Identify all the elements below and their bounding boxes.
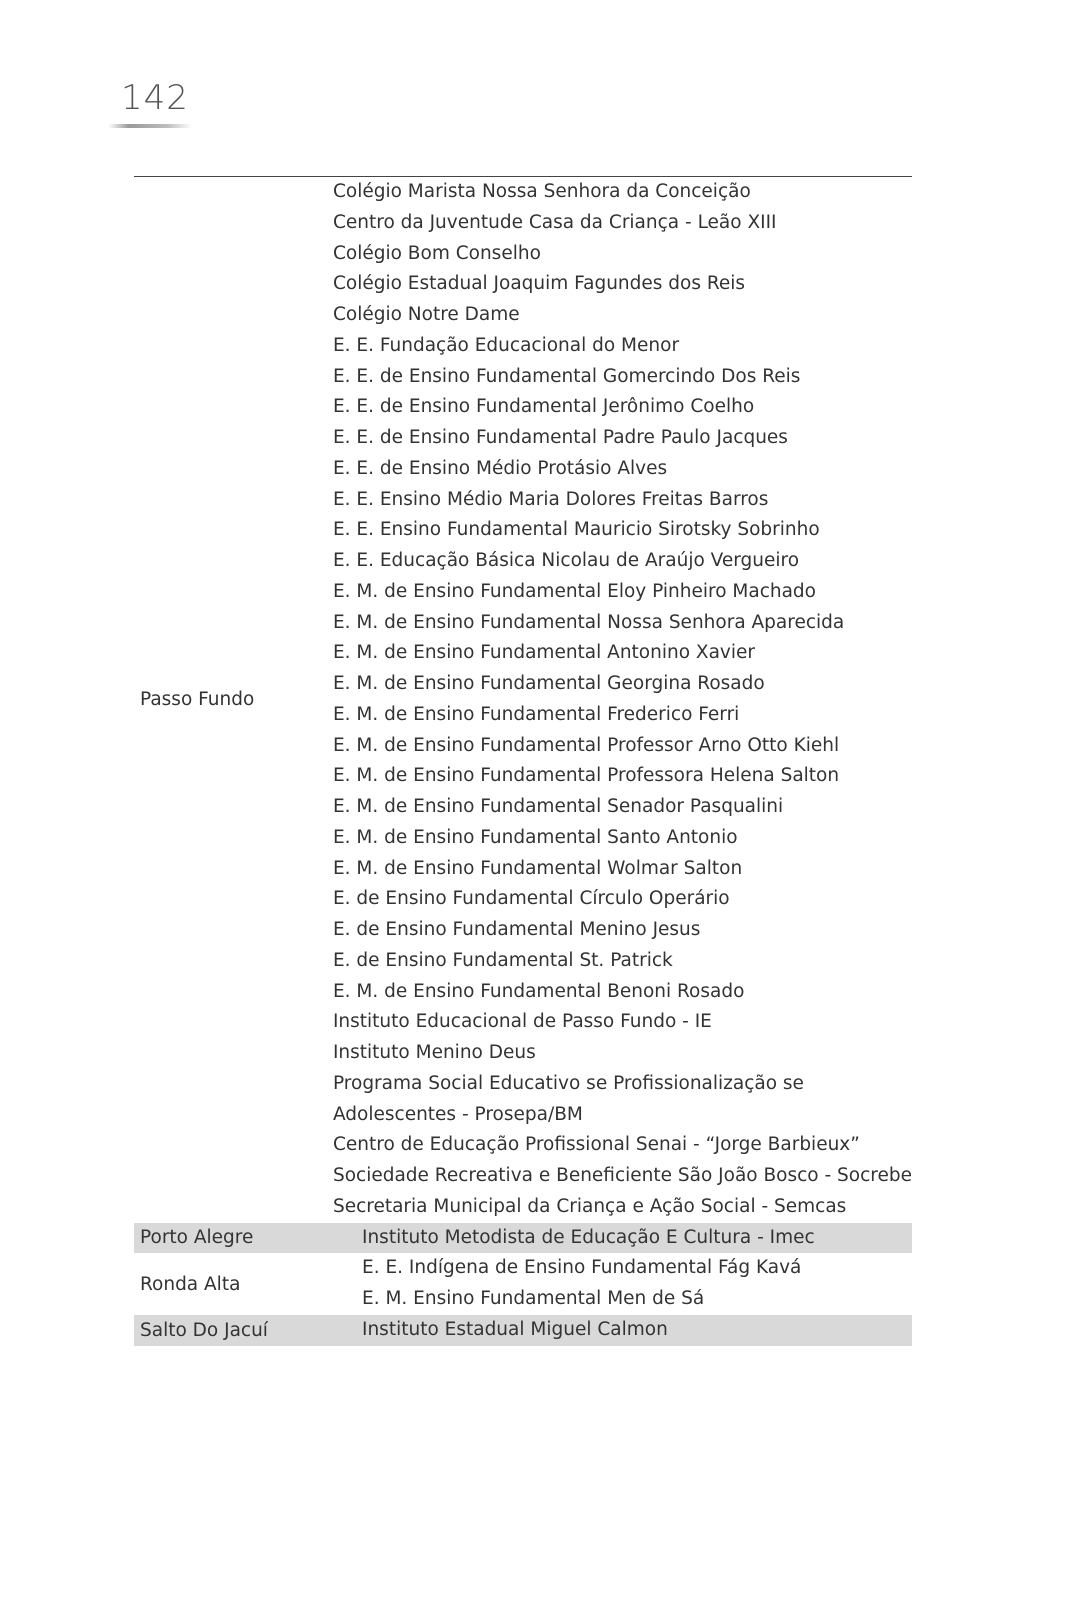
school-name: E. E. Indígena de Ensino Fundamental Fág Kavá bbox=[362, 1257, 802, 1279]
school-name: Centro da Juventude Casa da Criança - Leão XIII bbox=[332, 211, 777, 233]
school-name: E. de Ensino Fundamental Círculo Operário bbox=[332, 888, 730, 910]
school-name: E. M. de Ensino Fundamental Eloy Pinheiro Machado bbox=[332, 580, 816, 602]
school-name: Instituto Estadual Miguel Calmon bbox=[362, 1318, 668, 1340]
page-number-underline bbox=[108, 124, 192, 128]
school-name: E. M. de Ensino Fundamental Nossa Senhora Aparecida bbox=[332, 611, 845, 633]
page-number: 142 bbox=[121, 78, 189, 118]
school-name: E. E. de Ensino Médio Protásio Alves bbox=[332, 457, 668, 479]
school-name: E. E. de Ensino Fundamental Gomercindo Dos Reis bbox=[332, 365, 801, 387]
city-group bbox=[134, 1315, 912, 1346]
school-name: E. M. de Ensino Fundamental Santo Antonio bbox=[332, 826, 738, 848]
school-name: E. M. de Ensino Fundamental Frederico Ferri bbox=[332, 703, 740, 725]
school-name: E. E. Fundação Educacional do Menor bbox=[332, 334, 680, 356]
school-name: Sociedade Recreativa e Beneficiente São João Bosco - Socrebe bbox=[332, 1165, 912, 1186]
school-name: E. M. de Ensino Fundamental Wolmar Salton bbox=[332, 857, 743, 879]
school-name: E. de Ensino Fundamental Menino Jesus bbox=[332, 919, 701, 940]
school-name: Instituto Metodista de Educação E Cultura - Imec bbox=[362, 1226, 815, 1248]
school-list bbox=[328, 177, 912, 1223]
school-name: E. M. de Ensino Fundamental Professora Helena Salton bbox=[332, 765, 840, 787]
school-name: Colégio Estadual Joaquim Fagundes dos Reis bbox=[332, 273, 746, 295]
school-list bbox=[357, 1223, 912, 1254]
school-name: E. M. de Ensino Fundamental Georgina Rosado bbox=[332, 673, 765, 694]
school-name: E. de Ensino Fundamental St. Patrick bbox=[332, 949, 673, 971]
school-name: E. M. de Ensino Fundamental Antonino Xavier bbox=[332, 642, 755, 664]
school-name: Instituto Educacional de Passo Fundo - IE bbox=[332, 1011, 712, 1033]
school-name: E. M. de Ensino Fundamental Senador Pasqualini bbox=[332, 796, 784, 817]
school-list bbox=[357, 1315, 912, 1346]
city-group bbox=[134, 177, 912, 1223]
school-name: E. E. Ensino Médio Maria Dolores Freitas Barros bbox=[332, 488, 769, 510]
schools-table bbox=[134, 177, 912, 1346]
school-name: E. M. Ensino Fundamental Men de Sá bbox=[362, 1288, 705, 1309]
school-name: Instituto Menino Deus bbox=[332, 1042, 536, 1063]
school-name: Colégio Bom Conselho bbox=[332, 242, 541, 264]
school-name: Colégio Marista Nossa Senhora da Conceição bbox=[332, 181, 751, 202]
school-name: Colégio Notre Dame bbox=[332, 304, 520, 325]
school-name: Adolescentes - Prosepa/BM bbox=[332, 1103, 583, 1125]
school-name: E. M. de Ensino Fundamental Professor Arno Otto Kiehl bbox=[332, 734, 840, 756]
city-group bbox=[134, 1253, 912, 1315]
city-name: Porto Alegre bbox=[140, 1227, 254, 1249]
school-name: E. M. de Ensino Fundamental Benoni Rosado bbox=[332, 980, 745, 1002]
city-name: Passo Fundo bbox=[140, 689, 255, 711]
city-name: Ronda Alta bbox=[140, 1273, 241, 1295]
school-name: Centro de Educação Profissional Senai - “Jorge Barbieux” bbox=[332, 1134, 860, 1156]
city-name: Salto Do Jacuí bbox=[140, 1319, 268, 1341]
school-name: E. E. Educação Básica Nicolau de Araújo Vergueiro bbox=[332, 550, 800, 571]
school-name: E. E. de Ensino Fundamental Jerônimo Coelho bbox=[332, 396, 755, 418]
school-name: E. E. Ensino Fundamental Mauricio Sirotsky Sobrinho bbox=[332, 519, 820, 541]
school-name: E. E. de Ensino Fundamental Padre Paulo Jacques bbox=[332, 427, 788, 448]
school-name: Programa Social Educativo se Profissionalização se bbox=[332, 1072, 804, 1094]
school-list bbox=[357, 1253, 912, 1315]
city-group bbox=[134, 1223, 912, 1254]
school-name: Secretaria Municipal da Criança e Ação Social - Semcas bbox=[332, 1195, 847, 1217]
